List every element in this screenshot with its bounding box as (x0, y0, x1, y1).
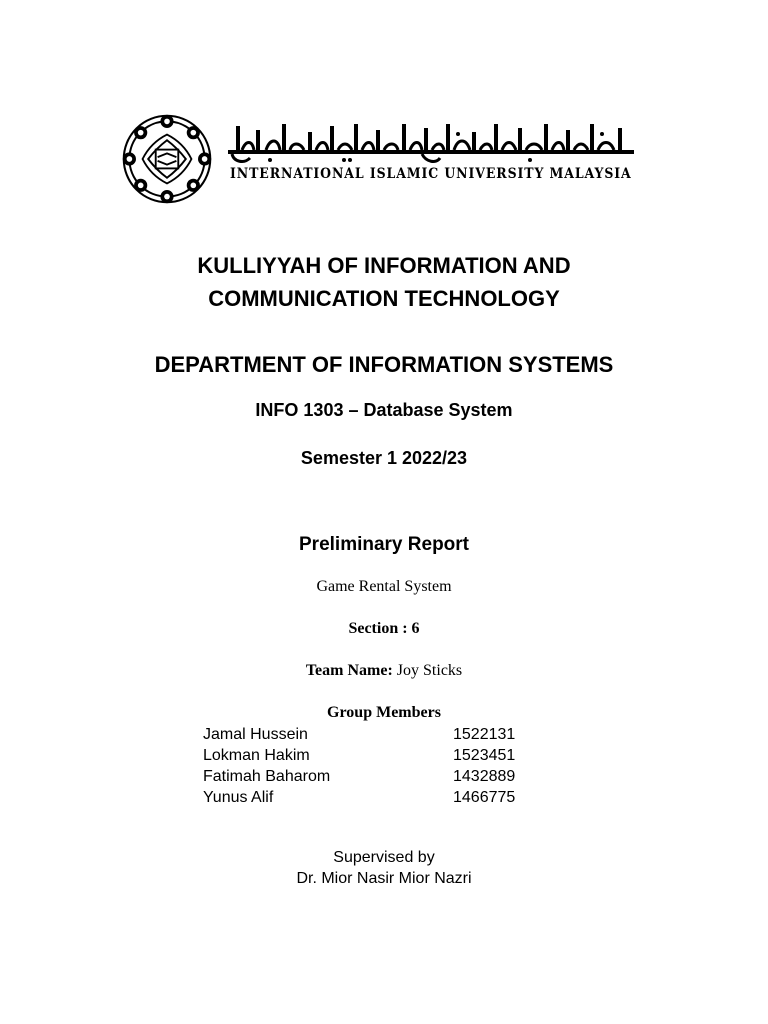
project-title: Game Rental System (316, 578, 452, 595)
team-name-value: Joy Sticks (392, 662, 463, 679)
course-title: INFO 1303 – Database System (255, 400, 513, 420)
university-name-english: INTERNATIONAL ISLAMIC UNIVERSITY MALAYSIA (230, 164, 632, 182)
member-name: Lokman Hakim (203, 747, 310, 764)
team-name-label: Team Name: (305, 662, 393, 679)
supervised-by-label: Supervised by (333, 849, 435, 866)
member-row (203, 766, 533, 787)
iium-emblem-icon (120, 112, 214, 206)
section-label: Section : 6 (348, 620, 420, 637)
iium-arabic-wordmark (226, 120, 638, 166)
team-name-line (0, 662, 768, 680)
member-row (203, 787, 533, 808)
member-id: 1523451 (453, 747, 516, 764)
report-title: Preliminary Report (299, 534, 469, 555)
kulliyyah-title-line2: COMMUNICATION TECHNOLOGY (208, 286, 560, 311)
member-row (203, 724, 533, 745)
member-id: 1432889 (453, 768, 516, 785)
member-name: Yunus Alif (203, 789, 274, 806)
member-name: Jamal Hussein (203, 726, 308, 743)
semester-label: Semester 1 2022/23 (300, 448, 468, 468)
department-title: DEPARTMENT OF INFORMATION SYSTEMS (154, 352, 614, 377)
member-id: 1522131 (453, 726, 516, 743)
group-members-list (203, 724, 533, 808)
supervisor-name: Dr. Mior Nasir Mior Nazri (296, 870, 472, 887)
member-row (203, 745, 533, 766)
member-id: 1466775 (453, 789, 516, 806)
member-name: Fatimah Baharom (203, 768, 331, 785)
group-members-heading: Group Members (327, 704, 441, 721)
kulliyyah-title-line1: KULLIYYAH OF INFORMATION AND (197, 253, 571, 278)
